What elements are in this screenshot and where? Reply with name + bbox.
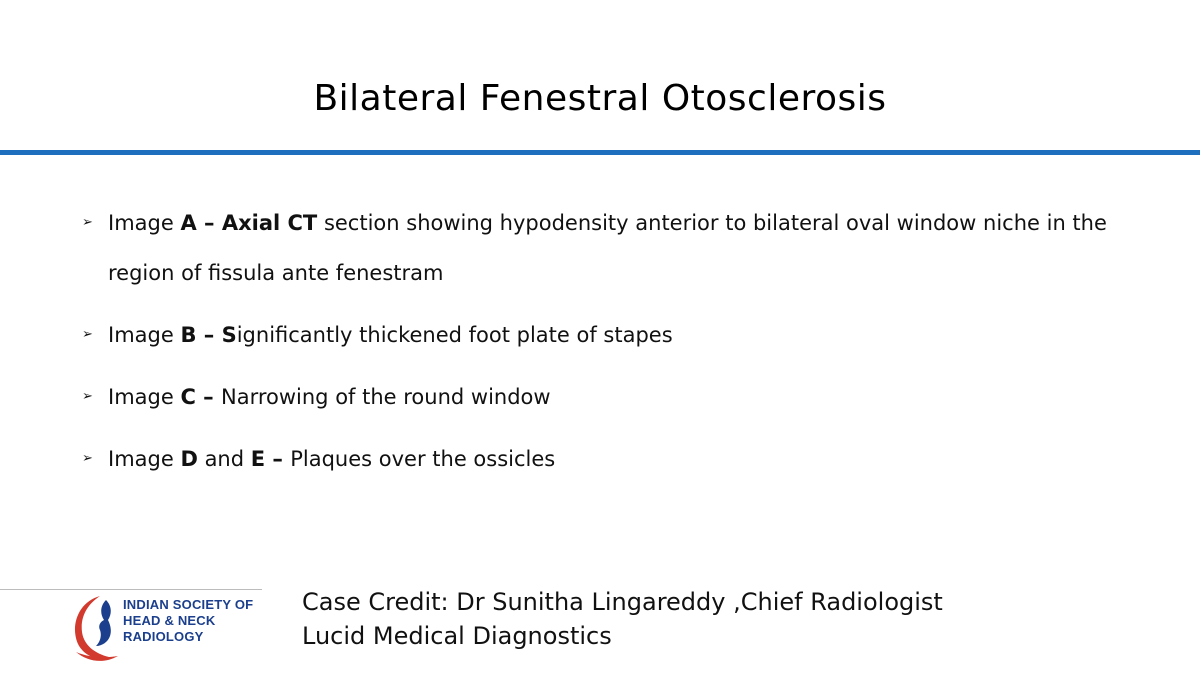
arrow-bullet-icon: ➢: [82, 389, 93, 404]
arrow-bullet-icon: ➢: [82, 451, 93, 466]
arrow-bullet-icon: ➢: [82, 215, 93, 230]
logo-line-3: RADIOLOGY: [123, 629, 204, 644]
bullet-dash: –: [196, 211, 222, 235]
bullet-dash: –: [265, 447, 291, 471]
bullet-text: ignificantly thickened foot plate of stapes: [236, 323, 673, 347]
bullet-key: B: [180, 323, 197, 347]
bullet-text: Plaques over the ossicles: [290, 447, 556, 471]
bullet-text: Narrowing of the round window: [221, 385, 551, 409]
bullet-item-d-e: [82, 434, 1162, 484]
bullet-conjunction: and: [197, 447, 251, 471]
arrow-bullet-icon: ➢: [82, 327, 93, 342]
isnhr-logo-icon: [70, 592, 122, 664]
bullet-item-c: [82, 372, 1162, 422]
bullet-prefix: Image: [108, 447, 181, 471]
logo-text: [123, 597, 253, 645]
bullet-item-a: [82, 198, 1162, 298]
bullet-key-term: Axial CT: [221, 211, 318, 235]
case-credit: [302, 585, 943, 653]
bullet-key-second: E: [250, 447, 266, 471]
credit-line-2: Lucid Medical Diagnostics: [302, 622, 612, 650]
society-logo: [70, 592, 270, 664]
bullet-prefix: Image: [108, 323, 181, 347]
bullet-prefix: Image: [108, 211, 181, 235]
bullet-key: A: [180, 211, 197, 235]
slide-title: Bilateral Fenestral Otosclerosis: [313, 78, 887, 119]
bullet-item-b: [82, 310, 1162, 360]
bullet-key: D: [180, 447, 198, 471]
bullet-text: section showing hypodensity anterior to bilateral oval window niche in the region of fissula ante fenestram: [108, 211, 1107, 285]
bullet-key: C: [180, 385, 196, 409]
bullet-list: [82, 198, 1162, 496]
logo-line-1: INDIAN SOCIETY OF: [123, 597, 254, 612]
bullet-key-term: S: [221, 323, 237, 347]
title-divider: [0, 150, 1200, 155]
logo-line-2: HEAD & NECK: [123, 613, 216, 628]
bullet-dash: –: [196, 323, 222, 347]
credit-line-1: Case Credit: Dr Sunitha Lingareddy ,Chief Radiologist: [302, 588, 943, 616]
bullet-dash: –: [195, 385, 221, 409]
bullet-prefix: Image: [108, 385, 181, 409]
footer-divider: [0, 589, 262, 590]
